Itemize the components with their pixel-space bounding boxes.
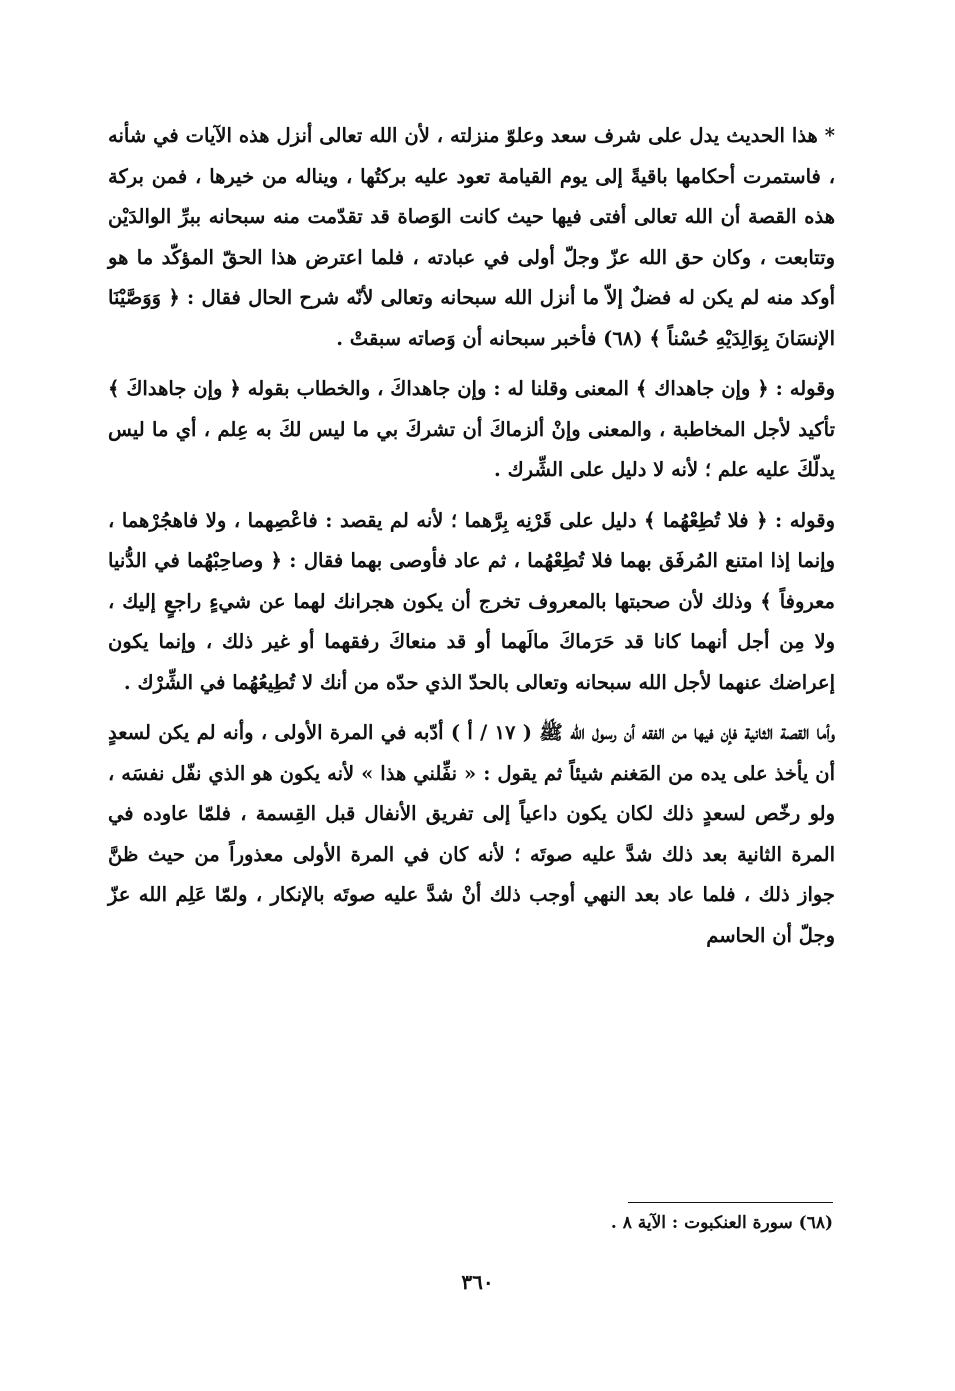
footnote: (٦٨) سورة العنكبوت : الآية ٨ . bbox=[610, 1213, 833, 1233]
main-text-block bbox=[108, 116, 835, 966]
footnote-divider bbox=[628, 1202, 833, 1203]
paragraph-1: * هذا الحديث يدل على شرف سعد وعلوّ منزلته ، لأن الله تعالى أنزل هذه الآيات في شأنه ، فاستمرت أحكامها باقيةً إلى يوم القيامة تعود عليه بركتُها ، ويناله من خيرها ، فمن بركة هذه القصة أن الله تعالى أفتى فيها حيث كانت الوَصاة قد تقدّمت منه سبحانه ببرِّ الوالدَيْن وتتابعت ، وكان حق الله عزّ وجلّ أولى في عبادته ، فلما اعترض هذا الحقّ المؤكّد ما هو أوكد منه لم يكن له فضلٌ إلاّ ما أنزل الله سبحانه وتعالى لأنّه شرح الحال فقال : ﴿ وَوَصَّيْنَا الإنسَانَ بِوَالِدَيْهِ حُسْناً ﴾ (٦٨) فأخبر سبحانه أن وَصاته سبقتْ . bbox=[108, 124, 835, 350]
paragraph-4: وأما القصة الثانية فإن فيها من الفقه أن رسول الله ﷺ ( ١٧ / أ ) أدّبه في المرة الأولى ، وأنه لم يكن لسعدٍ أن يأخذ على يده من المَغنم شيئاً ثم يقول : « نفِّلني هذا » لأنه يكون هو الذي نفّل نفسَه ، ولو رخّص لسعدٍ ذلك لكان يكون داعياً إلى تفريق الأنفال قبل القِسمة ، فلمّا عاوده في المرة الثانية بعد ذلك شدَّ عليه صوتَه ؛ لأنه كان في المرة الأولى معذوراً من حيث ظنَّ جواز ذلك ، فلما عاد بعد النهي أوجب ذلك أنْ شدَّ عليه صوتَه بالإنكار ، ولمّا عَلِم الله عزّ وجلّ أن الحاسم bbox=[108, 721, 835, 947]
paragraph-2: وقوله : ﴿ وإن جاهداك ﴾ المعنى وقلنا له : وإن جاهداكَ ، والخطاب بقوله ﴿ وإن جاهداكَ ﴾ تأكيد لأجل المخاطبة ، والمعنى وإنْ ألزماكَ أن تشركَ بي ما ليس لكَ به عِلم ، أي ما ليس يدلّكَ عليه علم ؛ لأنه لا دليل على الشِّرك . bbox=[108, 377, 835, 481]
paragraph-3: وقوله : ﴿ فلا تُطِعْهُما ﴾ دليل على قَرْنِه بِرَّهما ؛ لأنه لم يقصد : فاعْصِهما ، ولا فاهجُرْهما ، وإنما إذا امتنع المُرفَق بهما فلا تُطِعْهُما ، ثم عاد فأوصى بهما فقال : ﴿ وصاحِبْهُما في الدُّنيا معروفاً ﴾ وذلك لأن صحبتها بالمعروف تخرج أن يكون هجرانك لهما عن شيءٍ راجعٍ إليك ، ولا مِن أجل أنهما كانا قد حَرَماكَ مالَهما أو قد منعاكَ رفقهما أو غير ذلك ، وإنما يكون إعراضك عنهما لأجل الله سبحانه وتعالى بالحدّ الذي حدّه من أنك لا تُطِيعُهُما في الشِّرْك . bbox=[108, 508, 835, 694]
page-number: ٣٦٠ bbox=[461, 1270, 494, 1294]
